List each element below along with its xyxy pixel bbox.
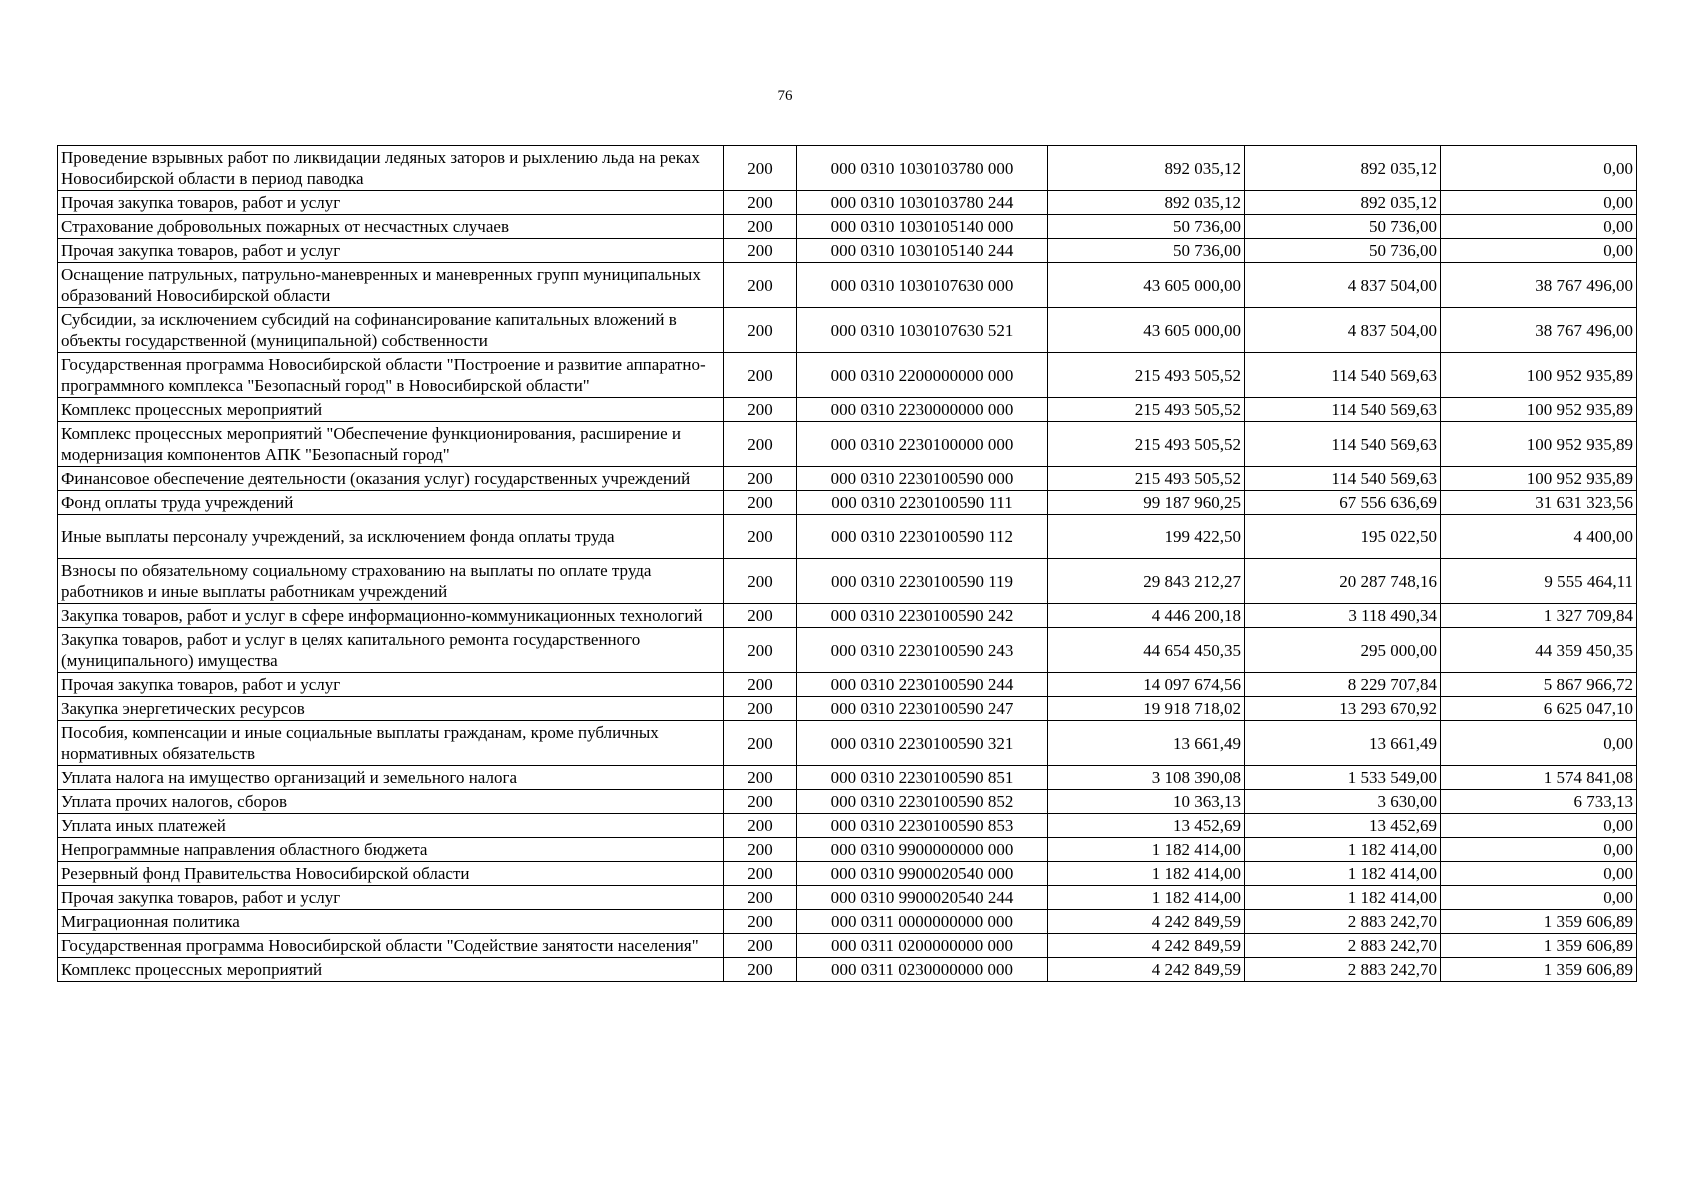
cell-executed: 892 035,12 (1245, 146, 1441, 191)
cell-name: Комплекс процессных мероприятий (58, 398, 724, 422)
cell-classification-code: 000 0310 2230100590 244 (797, 673, 1048, 697)
cell-unexecuted: 0,00 (1441, 838, 1637, 862)
cell-name: Прочая закупка товаров, работ и услуг (58, 191, 724, 215)
cell-approved: 13 452,69 (1048, 814, 1245, 838)
table-row (58, 604, 1637, 628)
table-row (58, 766, 1637, 790)
cell-line-code: 200 (724, 515, 797, 559)
cell-unexecuted: 4 400,00 (1441, 515, 1637, 559)
cell-name: Финансовое обеспечение деятельности (оказания услуг) государственных учреждений (58, 467, 724, 491)
table-row (58, 467, 1637, 491)
cell-line-code: 200 (724, 673, 797, 697)
cell-approved: 13 661,49 (1048, 721, 1245, 766)
cell-approved: 4 242 849,59 (1048, 910, 1245, 934)
table-row (58, 628, 1637, 673)
cell-name: Государственная программа Новосибирской области "Содействие занятости населения" (58, 934, 724, 958)
cell-classification-code: 000 0310 1030107630 521 (797, 308, 1048, 353)
cell-unexecuted: 0,00 (1441, 215, 1637, 239)
cell-unexecuted: 6 625 047,10 (1441, 697, 1637, 721)
cell-line-code: 200 (724, 790, 797, 814)
table-row (58, 215, 1637, 239)
cell-classification-code: 000 0310 2230100590 853 (797, 814, 1048, 838)
cell-unexecuted: 0,00 (1441, 146, 1637, 191)
cell-executed: 67 556 636,69 (1245, 491, 1441, 515)
cell-classification-code: 000 0310 2230100590 112 (797, 515, 1048, 559)
table-row (58, 910, 1637, 934)
cell-classification-code: 000 0310 1030103780 244 (797, 191, 1048, 215)
cell-executed: 3 118 490,34 (1245, 604, 1441, 628)
cell-approved: 14 097 674,56 (1048, 673, 1245, 697)
cell-unexecuted: 100 952 935,89 (1441, 398, 1637, 422)
cell-executed: 4 837 504,00 (1245, 308, 1441, 353)
cell-approved: 50 736,00 (1048, 239, 1245, 263)
cell-line-code: 200 (724, 862, 797, 886)
cell-classification-code: 000 0310 9900020540 244 (797, 886, 1048, 910)
cell-approved: 1 182 414,00 (1048, 862, 1245, 886)
cell-classification-code: 000 0310 9900000000 000 (797, 838, 1048, 862)
table-row (58, 515, 1637, 559)
cell-line-code: 200 (724, 886, 797, 910)
table-row (58, 862, 1637, 886)
cell-unexecuted: 1 359 606,89 (1441, 958, 1637, 982)
cell-line-code: 200 (724, 628, 797, 673)
cell-executed: 1 182 414,00 (1245, 886, 1441, 910)
cell-line-code: 200 (724, 308, 797, 353)
table-row (58, 398, 1637, 422)
cell-classification-code: 000 0310 2230100590 852 (797, 790, 1048, 814)
cell-unexecuted: 0,00 (1441, 814, 1637, 838)
cell-classification-code: 000 0310 1030105140 000 (797, 215, 1048, 239)
cell-approved: 19 918 718,02 (1048, 697, 1245, 721)
cell-executed: 295 000,00 (1245, 628, 1441, 673)
cell-name: Уплата налога на имущество организаций и земельного налога (58, 766, 724, 790)
cell-classification-code: 000 0310 1030107630 000 (797, 263, 1048, 308)
cell-unexecuted: 1 359 606,89 (1441, 934, 1637, 958)
cell-executed: 114 540 569,63 (1245, 353, 1441, 398)
cell-line-code: 200 (724, 239, 797, 263)
table-row (58, 838, 1637, 862)
cell-executed: 20 287 748,16 (1245, 559, 1441, 604)
cell-classification-code: 000 0310 2230100590 119 (797, 559, 1048, 604)
cell-executed: 2 883 242,70 (1245, 934, 1441, 958)
cell-executed: 114 540 569,63 (1245, 467, 1441, 491)
cell-unexecuted: 0,00 (1441, 191, 1637, 215)
cell-executed: 2 883 242,70 (1245, 910, 1441, 934)
table-row (58, 191, 1637, 215)
table-row (58, 422, 1637, 467)
cell-classification-code: 000 0311 0000000000 000 (797, 910, 1048, 934)
table-row (58, 934, 1637, 958)
cell-line-code: 200 (724, 146, 797, 191)
cell-classification-code: 000 0310 9900020540 000 (797, 862, 1048, 886)
cell-name: Взносы по обязательному социальному страхованию на выплаты по оплате труда работников и иные выплаты работникам учреждений (58, 559, 724, 604)
cell-classification-code: 000 0310 1030105140 244 (797, 239, 1048, 263)
cell-line-code: 200 (724, 398, 797, 422)
cell-approved: 44 654 450,35 (1048, 628, 1245, 673)
cell-line-code: 200 (724, 559, 797, 604)
cell-unexecuted: 0,00 (1441, 862, 1637, 886)
table-row (58, 239, 1637, 263)
cell-name: Прочая закупка товаров, работ и услуг (58, 673, 724, 697)
cell-classification-code: 000 0310 2230100590 111 (797, 491, 1048, 515)
cell-classification-code: 000 0311 0200000000 000 (797, 934, 1048, 958)
cell-approved: 4 446 200,18 (1048, 604, 1245, 628)
cell-approved: 4 242 849,59 (1048, 934, 1245, 958)
cell-approved: 29 843 212,27 (1048, 559, 1245, 604)
cell-name: Фонд оплаты труда учреждений (58, 491, 724, 515)
cell-classification-code: 000 0310 2230100590 247 (797, 697, 1048, 721)
cell-unexecuted: 1 574 841,08 (1441, 766, 1637, 790)
cell-name: Пособия, компенсации и иные социальные выплаты гражданам, кроме публичных нормативных обязательств (58, 721, 724, 766)
cell-name: Прочая закупка товаров, работ и услуг (58, 886, 724, 910)
cell-unexecuted: 0,00 (1441, 239, 1637, 263)
cell-name: Непрограммные направления областного бюджета (58, 838, 724, 862)
cell-classification-code: 000 0310 2230100590 242 (797, 604, 1048, 628)
cell-unexecuted: 100 952 935,89 (1441, 353, 1637, 398)
cell-approved: 892 035,12 (1048, 191, 1245, 215)
cell-name: Государственная программа Новосибирской области "Построение и развитие аппаратно-программного комплекса "Безопасный город" в Новосибирской области" (58, 353, 724, 398)
cell-classification-code: 000 0310 2230100000 000 (797, 422, 1048, 467)
cell-classification-code: 000 0310 2230100590 243 (797, 628, 1048, 673)
table-row (58, 790, 1637, 814)
cell-executed: 4 837 504,00 (1245, 263, 1441, 308)
cell-line-code: 200 (724, 838, 797, 862)
cell-unexecuted: 6 733,13 (1441, 790, 1637, 814)
cell-unexecuted: 1 327 709,84 (1441, 604, 1637, 628)
cell-name: Иные выплаты персоналу учреждений, за исключением фонда оплаты труда (58, 515, 724, 559)
cell-executed: 2 883 242,70 (1245, 958, 1441, 982)
cell-unexecuted: 5 867 966,72 (1441, 673, 1637, 697)
cell-line-code: 200 (724, 721, 797, 766)
cell-executed: 13 293 670,92 (1245, 697, 1441, 721)
cell-line-code: 200 (724, 467, 797, 491)
table-row (58, 263, 1637, 308)
page-number: 76 (777, 88, 793, 104)
cell-executed: 3 630,00 (1245, 790, 1441, 814)
table-body (58, 146, 1637, 982)
cell-approved: 199 422,50 (1048, 515, 1245, 559)
cell-executed: 114 540 569,63 (1245, 422, 1441, 467)
cell-name: Субсидии, за исключением субсидий на софинансирование капитальных вложений в объекты государственной (муниципальной) собственности (58, 308, 724, 353)
cell-executed: 13 661,49 (1245, 721, 1441, 766)
cell-name: Уплата прочих налогов, сборов (58, 790, 724, 814)
cell-unexecuted: 44 359 450,35 (1441, 628, 1637, 673)
cell-line-code: 200 (724, 697, 797, 721)
cell-approved: 4 242 849,59 (1048, 958, 1245, 982)
table-row (58, 559, 1637, 604)
cell-name: Закупка товаров, работ и услуг в целях капитального ремонта государственного (муниципального) имущества (58, 628, 724, 673)
table-row (58, 491, 1637, 515)
table-row (58, 697, 1637, 721)
cell-classification-code: 000 0310 1030103780 000 (797, 146, 1048, 191)
cell-approved: 50 736,00 (1048, 215, 1245, 239)
cell-classification-code: 000 0310 2230100590 321 (797, 721, 1048, 766)
cell-executed: 1 533 549,00 (1245, 766, 1441, 790)
cell-executed: 50 736,00 (1245, 215, 1441, 239)
cell-name: Резервный фонд Правительства Новосибирской области (58, 862, 724, 886)
cell-unexecuted: 0,00 (1441, 721, 1637, 766)
cell-unexecuted: 100 952 935,89 (1441, 422, 1637, 467)
cell-classification-code: 000 0310 2230100590 851 (797, 766, 1048, 790)
cell-name: Закупка товаров, работ и услуг в сфере информационно-коммуникационных технологий (58, 604, 724, 628)
cell-name: Уплата иных платежей (58, 814, 724, 838)
cell-unexecuted: 38 767 496,00 (1441, 308, 1637, 353)
cell-approved: 43 605 000,00 (1048, 308, 1245, 353)
cell-executed: 114 540 569,63 (1245, 398, 1441, 422)
cell-line-code: 200 (724, 934, 797, 958)
cell-approved: 43 605 000,00 (1048, 263, 1245, 308)
cell-executed: 8 229 707,84 (1245, 673, 1441, 697)
cell-executed: 50 736,00 (1245, 239, 1441, 263)
cell-unexecuted: 100 952 935,89 (1441, 467, 1637, 491)
table-row (58, 353, 1637, 398)
cell-executed: 1 182 414,00 (1245, 838, 1441, 862)
cell-unexecuted: 1 359 606,89 (1441, 910, 1637, 934)
cell-classification-code: 000 0310 2230100590 000 (797, 467, 1048, 491)
cell-approved: 3 108 390,08 (1048, 766, 1245, 790)
cell-line-code: 200 (724, 215, 797, 239)
cell-line-code: 200 (724, 491, 797, 515)
cell-approved: 215 493 505,52 (1048, 398, 1245, 422)
cell-line-code: 200 (724, 604, 797, 628)
cell-name: Оснащение патрульных, патрульно-маневренных и маневренных групп муниципальных образований Новосибирской области (58, 263, 724, 308)
table-row (58, 814, 1637, 838)
table-row (58, 958, 1637, 982)
cell-name: Закупка энергетических ресурсов (58, 697, 724, 721)
cell-classification-code: 000 0310 2230000000 000 (797, 398, 1048, 422)
cell-name: Миграционная политика (58, 910, 724, 934)
cell-approved: 892 035,12 (1048, 146, 1245, 191)
table-row (58, 721, 1637, 766)
cell-approved: 215 493 505,52 (1048, 422, 1245, 467)
cell-executed: 13 452,69 (1245, 814, 1441, 838)
cell-name: Прочая закупка товаров, работ и услуг (58, 239, 724, 263)
cell-line-code: 200 (724, 191, 797, 215)
cell-unexecuted: 31 631 323,56 (1441, 491, 1637, 515)
cell-classification-code: 000 0311 0230000000 000 (797, 958, 1048, 982)
table-row (58, 886, 1637, 910)
cell-classification-code: 000 0310 2200000000 000 (797, 353, 1048, 398)
cell-name: Комплекс процессных мероприятий "Обеспечение функционирования, расширение и модернизация компонентов АПК "Безопасный город" (58, 422, 724, 467)
cell-approved: 99 187 960,25 (1048, 491, 1245, 515)
cell-line-code: 200 (724, 353, 797, 398)
cell-unexecuted: 38 767 496,00 (1441, 263, 1637, 308)
cell-line-code: 200 (724, 263, 797, 308)
cell-approved: 1 182 414,00 (1048, 886, 1245, 910)
table-row (58, 146, 1637, 191)
cell-unexecuted: 0,00 (1441, 886, 1637, 910)
cell-line-code: 200 (724, 422, 797, 467)
cell-unexecuted: 9 555 464,11 (1441, 559, 1637, 604)
cell-executed: 1 182 414,00 (1245, 862, 1441, 886)
table-row (58, 308, 1637, 353)
cell-line-code: 200 (724, 958, 797, 982)
cell-approved: 10 363,13 (1048, 790, 1245, 814)
table-row (58, 673, 1637, 697)
budget-execution-table (57, 145, 1637, 982)
cell-approved: 215 493 505,52 (1048, 353, 1245, 398)
cell-name: Страхование добровольных пожарных от несчастных случаев (58, 215, 724, 239)
cell-approved: 215 493 505,52 (1048, 467, 1245, 491)
cell-line-code: 200 (724, 814, 797, 838)
cell-name: Комплекс процессных мероприятий (58, 958, 724, 982)
cell-executed: 892 035,12 (1245, 191, 1441, 215)
cell-approved: 1 182 414,00 (1048, 838, 1245, 862)
cell-line-code: 200 (724, 910, 797, 934)
cell-line-code: 200 (724, 766, 797, 790)
cell-name: Проведение взрывных работ по ликвидации ледяных заторов и рыхлению льда на реках Новосибирской области в период паводка (58, 146, 724, 191)
cell-executed: 195 022,50 (1245, 515, 1441, 559)
